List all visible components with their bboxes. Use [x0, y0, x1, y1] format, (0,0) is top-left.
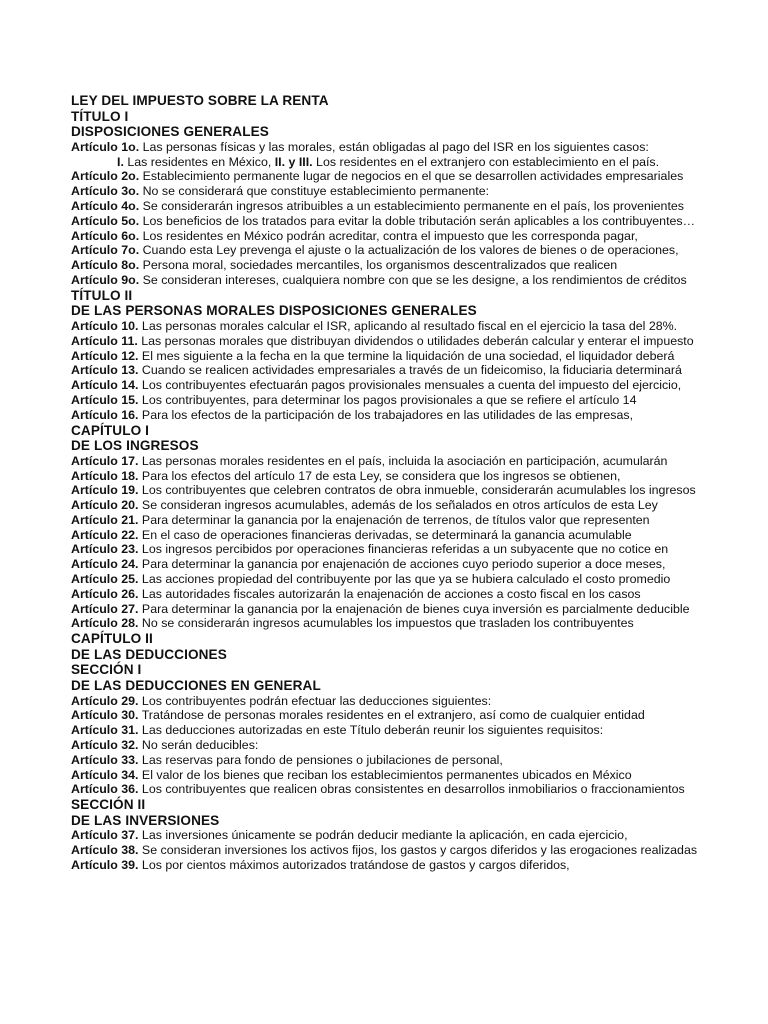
article-paragraph [71, 557, 703, 572]
section-heading: DE LOS INGRESOS [71, 438, 199, 454]
article-number: Artículo 2o. [71, 169, 140, 184]
item-number: II. y III. [274, 154, 313, 169]
article-number: Artículo 21. [71, 512, 139, 527]
article-number: Artículo 13. [71, 363, 139, 378]
article-text: El valor de los bienes que reciban los establecimientos permanentes ubicados en México [138, 767, 632, 782]
item-text: Las residentes en México, [123, 154, 275, 169]
article-number: Artículo 38. [71, 843, 139, 858]
article-text: Las reservas para fondo de pensiones o jubilaciones de personal, [138, 752, 503, 767]
article-number: Artículo 28. [71, 616, 139, 631]
article-number: Artículo 19. [71, 483, 139, 498]
article-text: Las inversiones únicamente se podrán deducir mediante la aplicación, en cada ejercicio, [138, 828, 628, 843]
article-text: Para determinar la ganancia por enajenación de acciones cuyo periodo superior a doce meses, [138, 557, 666, 572]
article-number: Artículo 27. [71, 601, 139, 616]
article-paragraph [71, 378, 703, 393]
item-text: Los residentes en el extranjero con establecimiento en el país. [312, 154, 660, 169]
article-paragraph [71, 319, 703, 334]
section-heading: DISPOSICIONES GENERALES [71, 124, 269, 140]
article-paragraph [71, 483, 703, 498]
article-text: Para los efectos de la participación de los trabajadores en las utilidades de las empresas, [138, 407, 634, 422]
article-paragraph [71, 572, 703, 587]
article-text: En el caso de operaciones financieras derivadas, se determinará la ganancia acumulable [138, 527, 632, 542]
article-paragraph [71, 828, 703, 843]
article-paragraph [71, 768, 703, 783]
section-heading: CAPÍTULO I [71, 422, 150, 438]
article-paragraph [71, 273, 703, 288]
article-number: Artículo 7o. [71, 243, 140, 258]
article-paragraph [71, 498, 703, 513]
article-text: Los por cientos máximos autorizados tratándose de gastos y cargos diferidos, [138, 858, 570, 872]
section-heading: TÍTULO II [71, 287, 133, 303]
article-number: Artículo 9o. [71, 272, 140, 287]
article-paragraph [71, 243, 703, 258]
article-paragraph [71, 199, 703, 214]
article-text: Cuando se realicen actividades empresariales a través de un fideicomiso, la fiduciaria determinará [138, 363, 682, 378]
article-paragraph [71, 454, 703, 469]
article-text: No serán deducibles: [138, 738, 259, 753]
article-paragraph [71, 708, 703, 723]
article-number: Artículo 36. [71, 782, 139, 797]
article-text: Establecimiento permanente lugar de negocios en el que se desarrollen actividades empresariales [139, 169, 684, 184]
article-text: Los contribuyentes, para determinar los pagos provisionales a que se refiere el artículo 14 [138, 392, 637, 407]
article-paragraph [71, 587, 703, 602]
article-paragraph [71, 258, 703, 273]
article-text: Los contribuyentes que realicen obras consistentes en desarrollos inmobiliarios o fraccionamientos [138, 782, 685, 797]
document-title: LEY DEL IMPUESTO SOBRE LA RENTA [71, 93, 329, 108]
article-number: Artículo 37. [71, 828, 139, 843]
article-text: Las autoridades fiscales autorizarán la enajenación de acciones a costo fiscal en los casos [138, 586, 641, 601]
article-text: Persona moral, sociedades mercantiles, los organismos descentralizados que realicen [139, 258, 618, 273]
article-paragraph [71, 513, 703, 528]
article-text: Se consideran ingresos acumulables, además de los señalados en otros artículos de esta Ley [138, 498, 658, 513]
section-heading: SECCIÓN I [71, 662, 142, 678]
section-heading: CAPÍTULO II [71, 631, 153, 647]
document-body [71, 109, 703, 873]
section-heading: SECCIÓN II [71, 797, 146, 813]
article-text: Para determinar la ganancia por la enajenación de bienes cuya inversión es parcialmente deducible [138, 601, 690, 616]
article-paragraph [71, 738, 703, 753]
article-text: Cuando esta Ley prevenga el ajuste o la actualización de los valores de bienes o de operaciones, [139, 243, 679, 258]
article-paragraph [71, 723, 703, 738]
article-text: Las personas físicas y las morales, están obligadas al pago del ISR en los siguientes casos: [139, 139, 649, 154]
article-number: Artículo 30. [71, 708, 139, 723]
article-number: Artículo 33. [71, 752, 139, 767]
article-text: Se consideran intereses, cualquiera nombre con que se les designe, a los rendimientos de créditos [139, 272, 687, 287]
article-text: Para determinar la ganancia por la enajenación de terrenos, de títulos valor que representen [138, 512, 650, 527]
article-number: Artículo 3o. [71, 184, 140, 199]
article-number: Artículo 5o. [71, 213, 140, 228]
article-text: Se consideran inversiones los activos fijos, los gastos y cargos diferidos y las erogaciones realizadas [138, 843, 698, 858]
article-paragraph [71, 616, 703, 631]
article-paragraph [71, 408, 703, 423]
article-paragraph [71, 602, 703, 617]
article-text: Los beneficios de los tratados para evitar la doble tributación serán aplicables a los contribuyentes… [139, 213, 695, 228]
article-text: Las deducciones autorizadas en este Título deberán reunir los siguientes requisitos: [138, 723, 604, 738]
article-paragraph [71, 469, 703, 484]
article-number: Artículo 22. [71, 527, 139, 542]
article-paragraph [71, 528, 703, 543]
article-number: Artículo 12. [71, 348, 139, 363]
article-number: Artículo 32. [71, 738, 139, 753]
article-number: Artículo 11. [71, 333, 138, 348]
article-text: Los ingresos percibidos por operaciones financieras referidas a un subyacente que no cotice en [138, 542, 669, 557]
article-number: Artículo 17. [71, 453, 139, 468]
article-items [71, 155, 703, 170]
article-paragraph [71, 363, 703, 378]
article-paragraph [71, 393, 703, 408]
item-number: I. [117, 154, 124, 169]
article-text: Las personas morales calcular el ISR, aplicando al resultado fiscal en el ejercicio la tasa del 28%. [138, 318, 678, 333]
article-paragraph [71, 169, 703, 184]
article-text: Las acciones propiedad del contribuyente por las que ya se hubiera calculado el costo promedio [138, 572, 671, 587]
article-number: Artículo 25. [71, 572, 139, 587]
article-number: Artículo 26. [71, 586, 139, 601]
article-paragraph [71, 858, 703, 873]
article-text: Los residentes en México podrán acreditar, contra el impuesto que les corresponda pagar, [139, 228, 638, 243]
article-text: Las personas morales que distribuyan dividendos o utilidades deberán calcular y enterar el impuesto [137, 333, 694, 348]
article-number: Artículo 18. [71, 468, 139, 483]
article-text: El mes siguiente a la fecha en la que termine la liquidación de una sociedad, el liquidador deberá [138, 348, 675, 363]
article-number: Artículo 23. [71, 542, 139, 557]
article-number: Artículo 34. [71, 767, 139, 782]
section-heading: DE LAS DEDUCCIONES [71, 646, 227, 662]
section-heading: DE LAS DEDUCCIONES EN GENERAL [71, 678, 321, 694]
article-text: Las personas morales residentes en el país, incluida la asociación en participación, acumularán [138, 453, 668, 468]
article-number: Artículo 16. [71, 407, 139, 422]
article-paragraph [71, 843, 703, 858]
article-number: Artículo 15. [71, 392, 139, 407]
article-paragraph [71, 184, 703, 199]
article-text: Los contribuyentes efectuarán pagos provisionales mensuales a cuenta del impuesto del ejercicio, [138, 378, 682, 393]
article-text: Tratándose de personas morales residentes en el extranjero, así como de cualquier entidad [138, 708, 645, 723]
article-number: Artículo 20. [71, 498, 139, 513]
article-paragraph [71, 542, 703, 557]
article-number: Artículo 24. [71, 557, 139, 572]
article-number: Artículo 4o. [71, 198, 140, 213]
article-paragraph [71, 334, 703, 349]
article-paragraph [71, 349, 703, 364]
article-text: Los contribuyentes podrán efectuar las deducciones siguientes: [138, 693, 492, 708]
article-text: Para los efectos del artículo 17 de esta Ley, se considera que los ingresos se obtienen, [138, 468, 621, 483]
article-number: Artículo 6o. [71, 228, 140, 243]
article-text: No se considerará que constituye establecimiento permanente: [139, 184, 490, 199]
article-paragraph [71, 782, 703, 797]
section-heading: DE LAS PERSONAS MORALES DISPOSICIONES GENERALES [71, 303, 477, 319]
article-number: Artículo 1o. [71, 139, 140, 154]
article-number: Artículo 8o. [71, 258, 140, 273]
article-paragraph [71, 140, 703, 155]
article-text: Se considerarán ingresos atribuibles a un establecimiento permanente en el país, los provenientes [139, 198, 684, 213]
article-paragraph [71, 753, 703, 768]
article-text: No se considerarán ingresos acumulables los impuestos que trasladen los contribuyentes [138, 616, 634, 631]
section-heading: DE LAS INVERSIONES [71, 812, 220, 828]
section-heading: TÍTULO I [71, 108, 129, 124]
article-paragraph [71, 214, 703, 229]
article-number: Artículo 31. [71, 723, 139, 738]
article-paragraph [71, 229, 703, 244]
article-number: Artículo 29. [71, 693, 139, 708]
article-number: Artículo 10. [71, 318, 139, 333]
article-text: Los contribuyentes que celebren contratos de obra inmueble, considerarán acumulables los ingresos [138, 483, 696, 498]
document-page [71, 93, 703, 873]
article-number: Artículo 14. [71, 378, 139, 393]
article-number: Artículo 39. [71, 858, 139, 872]
article-paragraph [71, 694, 703, 709]
